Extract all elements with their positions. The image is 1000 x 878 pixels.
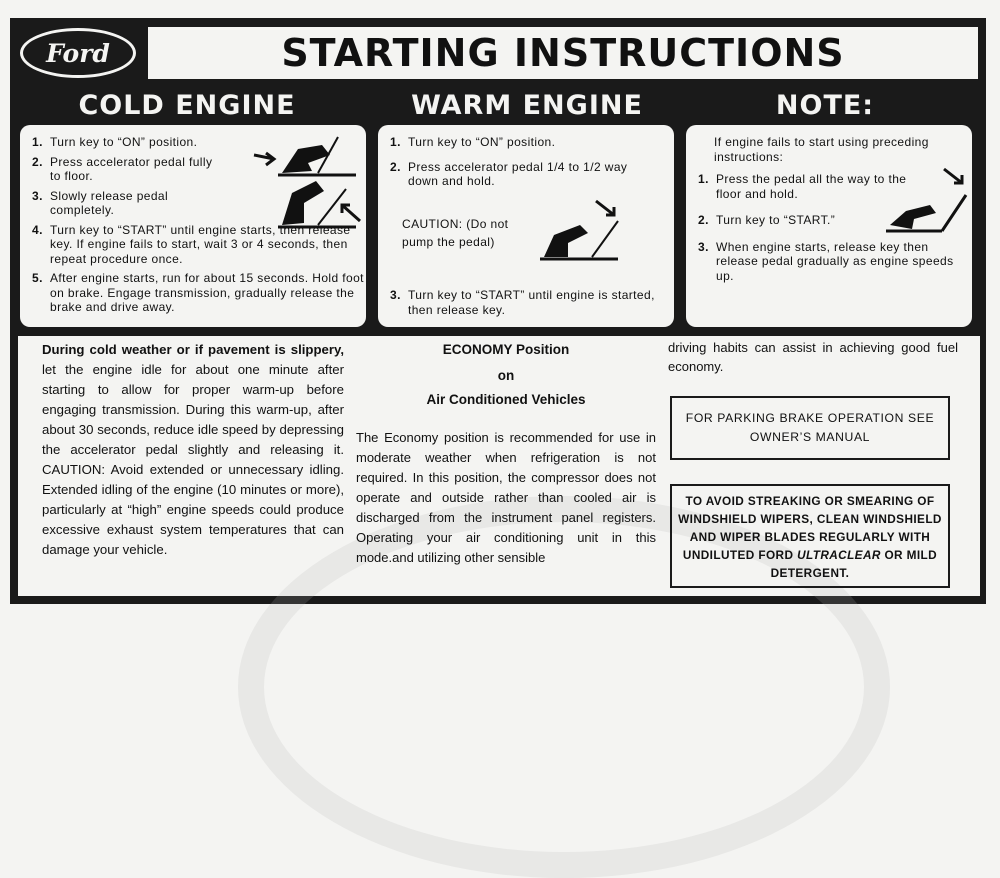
economy-section bbox=[356, 340, 656, 568]
cold-step-2: 2. Press accelerator pedal fully to floor. bbox=[32, 154, 213, 183]
cold-step-4: 4. Turn key to “START” until engine starts, then release key. If engine fails to start, wait 3 or 4 seconds, then repeat procedure once. bbox=[32, 222, 351, 266]
note-step-1: 1. Press the pedal all the way to the floor and hold. bbox=[698, 172, 907, 201]
cold-weather-lead: During cold weather or if pavement is slippery, bbox=[42, 342, 344, 357]
warm-caution: CAUTION: (Do not pump the pedal) bbox=[402, 217, 509, 249]
title-bar bbox=[148, 27, 978, 79]
pedal-partial-illustration bbox=[534, 195, 634, 265]
economy-body: The Economy position is recommended for use in moderate weather when refrigeration is not required. In this position, the compressor does not operate and outside rather than cooled air is discharged from the instrument panel registers. Operating your air conditioning unit in this mode.and utilizing other sensible bbox=[356, 430, 656, 565]
wiper-notice-tail: OR MILD DETERGENT. bbox=[770, 548, 938, 580]
lower-section bbox=[18, 336, 980, 596]
economy-heading-2: on bbox=[497, 368, 515, 383]
warm-step-3: 3. Turn key to “START” until engine is started, then release key. bbox=[390, 288, 655, 317]
cold-weather-text: let the engine idle for about one minute after starting to allow for proper warm-up before engaging transmission. During this warm-up, after about 30 seconds, reduce idle speed by depressing the accelerator pedal slightly and releasing it. CAUTION: Avoid extended or unnecessary idling. Extended idling of the engine (10 minutes or more), particularly at “high” engine speeds could produce excessive exhaust system temperatures that can damage your vehicle. bbox=[42, 362, 344, 557]
warm-steps-list-2 bbox=[384, 288, 673, 317]
wiper-notice bbox=[670, 484, 950, 588]
economy-continuation: driving habits can assist in achieving good fuel economy. bbox=[668, 340, 958, 374]
parking-brake-notice: FOR PARKING BRAKE OPERATION SEE OWNER’S MANUAL bbox=[670, 396, 950, 460]
warm-steps-list bbox=[384, 135, 666, 189]
note-heading: NOTE: bbox=[775, 90, 875, 121]
cold-step-3: 3. Slowly release pedal completely. bbox=[32, 188, 169, 217]
wiper-notice-text: TO AVOID STREAKING OR SMEARING OF WINDSHIELD WIPERS, CLEAN WINDSHIELD AND WIPER BLADES REGULARLY WITH UNDILUTED FORD bbox=[678, 494, 942, 562]
note-intro: If engine fails to start using preceding instructions: bbox=[714, 135, 929, 164]
warm-engine-panel bbox=[378, 125, 674, 327]
wiper-notice-product: ULTRACLEAR bbox=[797, 548, 881, 562]
cold-weather-paragraph bbox=[42, 340, 344, 560]
pedal-pressed-illustration bbox=[252, 133, 362, 229]
note-step-2: 2. Turn key to “START.” bbox=[698, 213, 836, 227]
cold-engine-heading: COLD ENGINE bbox=[78, 90, 296, 121]
economy-heading-3: Air Conditioned Vehicles bbox=[426, 392, 586, 407]
cold-engine-panel bbox=[20, 125, 366, 327]
warm-step-1: 1. Turn key to “ON” position. bbox=[390, 135, 556, 149]
note-panel bbox=[686, 125, 972, 327]
note-step-3: 3. When engine starts, release key then release pedal gradually as engine speeds up. bbox=[698, 239, 954, 283]
cold-step-1: 1. Turn key to “ON” position. bbox=[32, 135, 198, 149]
pedal-floor-illustration bbox=[882, 165, 970, 237]
economy-heading-1: ECONOMY Position bbox=[442, 342, 570, 357]
warm-engine-heading: WARM ENGINE bbox=[411, 90, 643, 121]
ford-oval-emblem: Ford bbox=[20, 28, 136, 78]
ford-logo bbox=[16, 23, 140, 83]
warm-step-2: 2. Press accelerator pedal 1/4 to 1/2 way down and hold. bbox=[390, 159, 628, 188]
cold-step-5: 5. After engine starts, run for about 15 seconds. Hold foot on brake. Engage transmission, gradually release the brake and drive away. bbox=[32, 271, 364, 314]
page-title: STARTING INSTRUCTIONS bbox=[281, 31, 845, 75]
